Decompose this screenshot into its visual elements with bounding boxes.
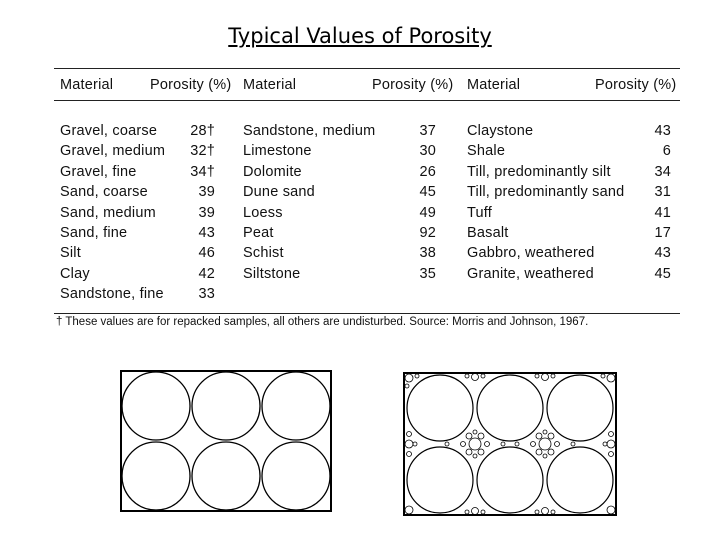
material-name: Shale: [467, 143, 506, 160]
fine-grain: [551, 510, 555, 514]
fine-grain: [407, 452, 412, 457]
fine-grain: [473, 430, 477, 434]
porosity-value: 30: [419, 143, 436, 160]
porosity-value: 45: [419, 184, 436, 201]
header-porosity-3: Porosity (%): [595, 77, 677, 93]
fine-grain: [472, 374, 479, 381]
page-title: Typical Values of Porosity: [228, 24, 492, 48]
fine-grain: [548, 433, 554, 439]
fine-grain: [485, 442, 490, 447]
fine-grain: [536, 433, 542, 439]
table-bottom-rule: [54, 313, 680, 314]
porosity-value: 31: [654, 184, 671, 201]
fine-grain: [405, 384, 409, 388]
porosity-value: 6: [662, 143, 671, 160]
footnote: † These values are for repacked samples, all others are undisturbed. Source: Morris and Johnson, 1967.: [56, 316, 589, 328]
fine-grain: [551, 374, 555, 378]
fine-grain: [405, 440, 413, 448]
fine-grain: [609, 432, 614, 437]
material-name: Limestone: [243, 143, 312, 160]
fine-grain: [539, 438, 551, 450]
fine-grain: [609, 452, 614, 457]
fine-grain: [607, 440, 615, 448]
fine-grain: [481, 374, 485, 378]
fine-grain: [555, 442, 560, 447]
material-name: Sandstone, medium: [243, 123, 376, 139]
fine-grain: [405, 506, 413, 514]
porosity-value: 45: [654, 265, 671, 282]
porosity-value: 46: [198, 245, 215, 262]
fine-grain: [535, 510, 539, 514]
fine-grain: [413, 442, 417, 446]
porosity-value: 26: [419, 163, 436, 180]
header-material-1: Material: [60, 77, 114, 93]
material-name: Loess: [243, 204, 283, 221]
material-name: Claystone: [467, 123, 534, 139]
material-name: Sand, coarse: [60, 184, 148, 201]
porosity-value: 41: [654, 204, 671, 221]
fine-grain: [478, 433, 484, 439]
porosity-value: 33: [198, 286, 215, 303]
material-name: Peat: [243, 225, 274, 241]
material-name: Sand, medium: [60, 204, 156, 221]
fine-grain: [461, 442, 466, 447]
porosity-value: 42: [198, 265, 215, 282]
porosity-value: 43: [654, 245, 671, 262]
material-name: Basalt: [467, 225, 509, 241]
fine-grain: [571, 442, 575, 446]
porosity-value: 28†: [190, 123, 215, 139]
fine-grain: [481, 510, 485, 514]
fine-grain: [501, 442, 505, 446]
porosity-value: 38: [419, 245, 436, 262]
fine-grain: [445, 442, 449, 446]
uniform-packing-diagram: [120, 370, 332, 512]
porosity-value: 49: [419, 204, 436, 221]
porosity-value: 43: [198, 225, 215, 241]
porosity-value: 17: [654, 225, 671, 241]
table-header-rule: [54, 100, 680, 101]
fine-grain: [469, 438, 481, 450]
header-porosity-1: Porosity (%): [150, 77, 232, 93]
porosity-value: 37: [419, 123, 436, 139]
fine-grain: [515, 442, 519, 446]
material-name: Gravel, coarse: [60, 123, 158, 139]
fine-grain: [601, 374, 605, 378]
header-porosity-2: Porosity (%): [372, 77, 454, 93]
material-name: Till, predominantly silt: [467, 163, 611, 180]
fine-grain: [607, 506, 615, 514]
mixed-packing-diagram: [403, 372, 617, 516]
material-name: Till, predominantly sand: [467, 184, 625, 201]
fine-grain: [531, 442, 536, 447]
porosity-value: 92: [419, 225, 436, 241]
porosity-value: 39: [198, 184, 215, 201]
material-name: Gabbro, weathered: [467, 245, 595, 262]
material-name: Dolomite: [243, 163, 302, 180]
porosity-value: 32†: [190, 143, 215, 160]
material-name: Gravel, medium: [60, 143, 166, 160]
fine-grain: [535, 374, 539, 378]
material-name: Sand, fine: [60, 225, 128, 241]
fine-grain: [607, 374, 615, 382]
fine-grain: [548, 449, 554, 455]
fine-grain: [478, 449, 484, 455]
fine-grain: [472, 508, 479, 515]
fine-grain: [466, 433, 472, 439]
porosity-value: 43: [654, 123, 671, 139]
fine-grain: [543, 454, 547, 458]
fine-grains: [405, 374, 615, 515]
material-name: Gravel, fine: [60, 163, 137, 180]
material-name: Sandstone, fine: [60, 286, 164, 303]
fine-grain: [473, 454, 477, 458]
material-name: Tuff: [467, 204, 492, 221]
table-top-rule: [54, 68, 680, 69]
material-name: Schist: [243, 245, 284, 262]
fine-grain: [542, 508, 549, 515]
fine-grain: [603, 442, 607, 446]
fine-grain: [407, 432, 412, 437]
header-material-3: Material: [467, 77, 521, 93]
fine-grain: [543, 430, 547, 434]
material-name: Silt: [60, 245, 81, 262]
header-material-2: Material: [243, 77, 297, 93]
material-name: Siltstone: [243, 265, 301, 282]
porosity-value: 34: [654, 163, 671, 180]
material-name: Granite, weathered: [467, 265, 594, 282]
porosity-value: 39: [198, 204, 215, 221]
porosity-value: 34†: [190, 163, 215, 180]
fine-grain: [465, 510, 469, 514]
fine-grain: [405, 374, 413, 382]
fine-grain: [465, 374, 469, 378]
fine-grain: [542, 374, 549, 381]
material-name: Clay: [60, 265, 90, 282]
material-name: Dune sand: [243, 184, 315, 201]
fine-grain: [415, 374, 419, 378]
fine-grain: [536, 449, 542, 455]
porosity-value: 35: [419, 265, 436, 282]
fine-grain: [466, 449, 472, 455]
